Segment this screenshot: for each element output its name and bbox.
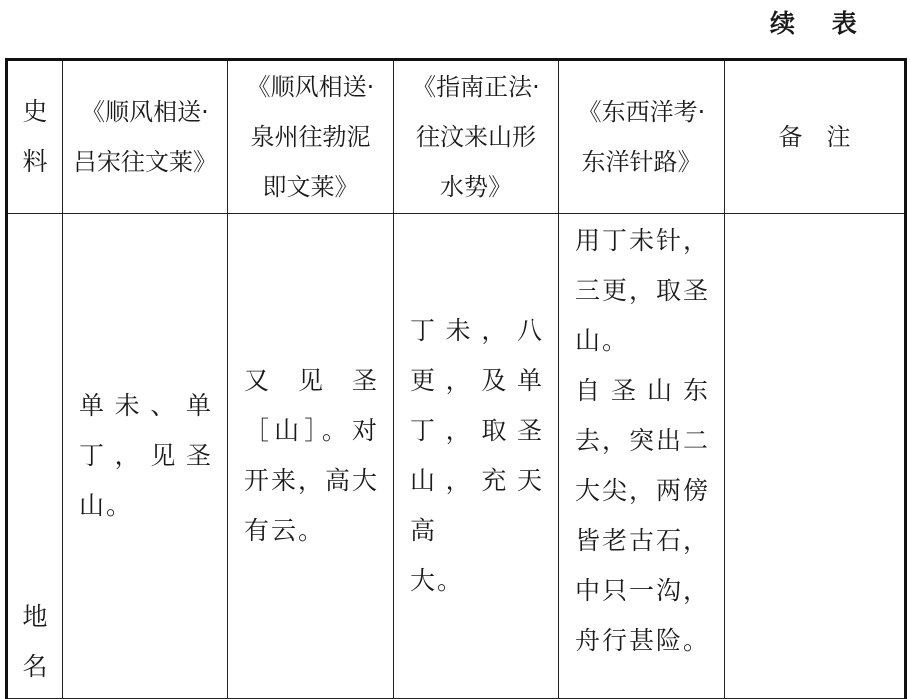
header-line: 即文莱》 xyxy=(262,173,359,201)
header-remarks xyxy=(725,60,906,214)
header-line: 往汶来山形 xyxy=(416,123,536,151)
text-line: 山。 xyxy=(575,326,630,355)
text-line: 中只一沟， xyxy=(575,576,711,605)
header-line: 东洋针路》 xyxy=(581,148,702,176)
text-line: 山。 xyxy=(79,491,134,520)
cell-zhinan-zhengfa xyxy=(394,214,559,699)
row-label-place-name xyxy=(7,214,63,699)
header-remarks-label: 备 注 xyxy=(778,123,851,151)
header-shunfeng-luzon-brunei xyxy=(63,60,228,214)
header-line: 《指南正法· xyxy=(412,73,540,101)
header-line: 吕宋往文莱》 xyxy=(73,148,217,176)
text-line: ［山］。对 xyxy=(244,416,379,445)
header-shunfeng-quanzhou-boni xyxy=(228,60,394,214)
header-sources-char-2: 料 xyxy=(22,147,48,176)
place-name-row xyxy=(7,214,906,699)
cell-remarks xyxy=(725,214,906,699)
historical-sources-table xyxy=(5,58,907,699)
header-line: 泉州往勃泥 xyxy=(250,123,371,151)
text-line: 丁，见圣 xyxy=(79,441,213,470)
text-line: 大。 xyxy=(410,566,465,595)
cell-shunfeng-quanzhou-boni xyxy=(228,214,394,699)
header-zhinan-zhengfa xyxy=(394,60,559,214)
text-line: 自圣山东 xyxy=(575,376,710,405)
text-line: 更，及单 xyxy=(410,366,544,395)
text-line: 舟行甚险。 xyxy=(575,626,711,655)
cell-shunfeng-luzon-brunei xyxy=(63,214,228,699)
text-line: 丁，取圣 xyxy=(410,416,544,445)
header-line: 《顺风相送· xyxy=(81,98,209,126)
header-line: 《东西洋考· xyxy=(577,98,706,126)
row-label-char-1: 地 xyxy=(22,602,48,631)
row-label-char-2: 名 xyxy=(22,652,48,681)
text-line: 皆老古石， xyxy=(575,526,711,555)
header-line: 《顺风相送· xyxy=(246,73,375,101)
header-sources-char-1: 史 xyxy=(22,97,48,126)
cell-dongxiyang-kao xyxy=(559,214,725,699)
text-line: 大尖，两傍 xyxy=(575,476,711,505)
text-line: 去，突出二 xyxy=(575,426,711,455)
text-line: 又见圣 xyxy=(244,366,379,395)
text-line: 山，充天高 xyxy=(410,466,544,545)
text-line: 单未、单 xyxy=(79,391,213,420)
text-line: 开来，高大 xyxy=(244,466,380,495)
text-line: 用丁未针， xyxy=(575,226,711,255)
header-line: 水势》 xyxy=(440,173,512,201)
text-line: 三更，取圣 xyxy=(575,276,711,305)
text-line: 丁未，八 xyxy=(410,316,544,345)
header-row xyxy=(7,60,906,214)
header-dongxiyang-kao xyxy=(559,60,725,214)
continued-label: 续 表 xyxy=(770,9,871,38)
header-sources xyxy=(7,60,63,214)
text-line: 有云。 xyxy=(244,516,326,545)
